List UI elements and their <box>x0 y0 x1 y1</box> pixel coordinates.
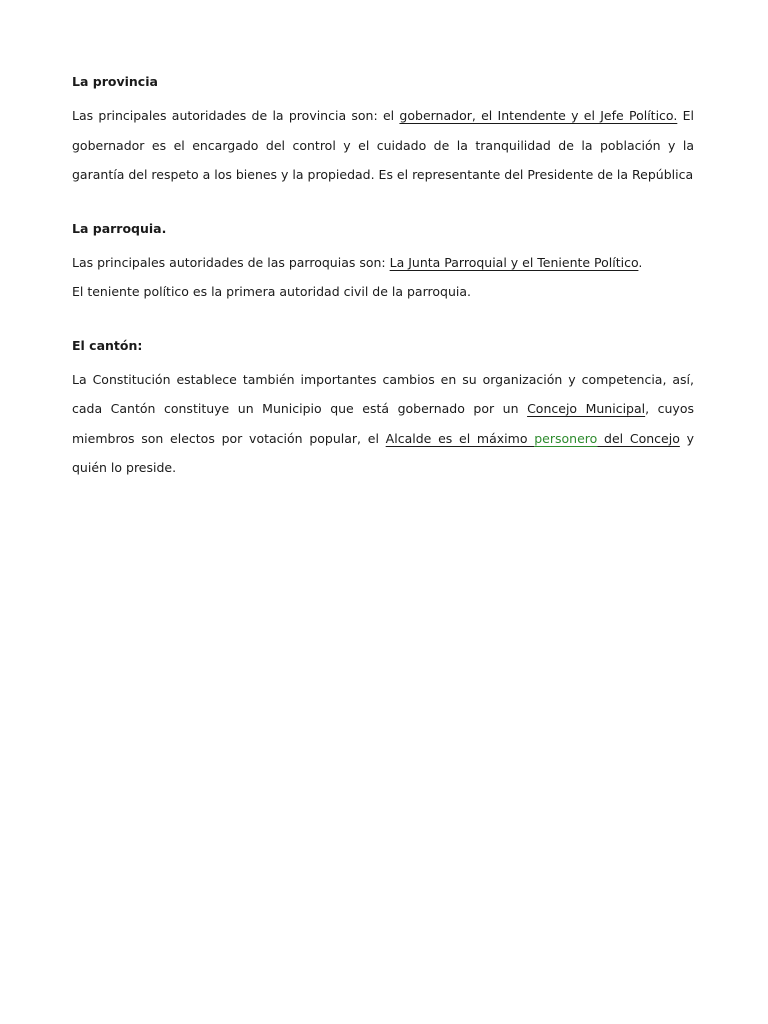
section-heading: El cantón: <box>72 337 143 353</box>
text-run: Las principales autoridades de las parroquias son: <box>72 254 390 270</box>
text-run: . <box>638 254 643 270</box>
text-run: y quién lo preside. <box>72 430 695 475</box>
text-run: Las principales autoridades de la provincia son: el <box>72 108 400 123</box>
section-heading: La provincia <box>72 74 158 89</box>
paragraph: El teniente político es la primera autoridad civil de la parroquia. <box>72 284 471 299</box>
text-run: , cuyos miembros son electos por votación popular, el <box>72 401 694 446</box>
paragraph <box>72 101 694 190</box>
underlined-text: Alcalde es el máximo <box>385 430 535 446</box>
section-provincia <box>72 72 694 190</box>
underlined-text: del Concejo <box>597 430 680 446</box>
text-run: El gobernador es el encargado del control y el cuidado de la tranquilidad de la población y la garantía del respeto a los bienes y la propiedad. Es el representante del Presidente de la República <box>72 108 694 182</box>
highlighted-word: personero <box>534 430 598 446</box>
paragraph <box>72 365 694 483</box>
section-parroquia <box>72 219 694 307</box>
paragraph <box>72 248 694 278</box>
underlined-text: gobernador, el Intendente y el Jefe Político. <box>399 108 678 123</box>
underlined-text: La Junta Parroquial y el Teniente Político <box>389 254 639 270</box>
text-run: La Constitución establece también importantes cambios en su organización y competencia, así, cada Cantón constituye un Municipio que está gobernado por un <box>72 371 694 416</box>
underlined-text: Concejo Municipal <box>527 401 646 416</box>
section-canton <box>72 336 694 483</box>
document-page <box>72 72 694 512</box>
section-heading: La parroquia. <box>72 220 167 236</box>
